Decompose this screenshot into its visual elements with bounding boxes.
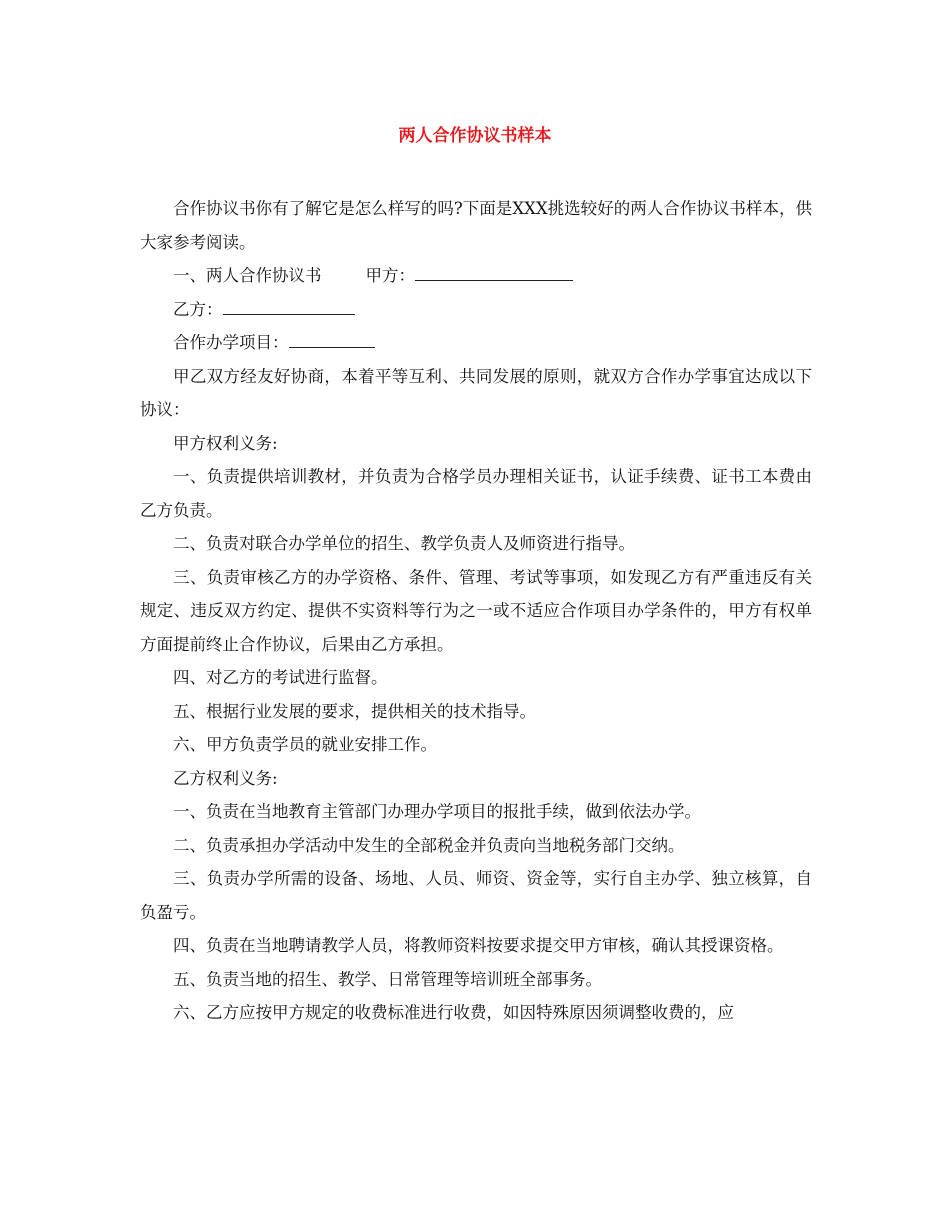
section-heading-line	[140, 259, 812, 293]
party-a-label: 甲方：	[365, 266, 415, 285]
party-b-line	[140, 293, 812, 327]
party-b-blank-line	[223, 296, 355, 315]
party-b-label: 乙方：	[173, 299, 223, 319]
intro-paragraph: 合作协议书你有了解它是怎么样写的吗?下面是XXX挑选较好的两人合作协议书样本，供大家参考阅读。	[140, 199, 812, 252]
section-heading: 一、两人合作协议书	[173, 266, 322, 285]
party-b-duties-heading: 乙方权利义务:	[173, 768, 278, 788]
party-b-duty-item: 三、负责办学所需的设备、场地、人员、师资、资金等，实行自主办学、独立核算，自负盈亏。	[140, 869, 812, 922]
party-a-blank-line	[415, 262, 573, 281]
project-label: 合作办学项目：	[173, 333, 289, 352]
party-b-duty-item: 六、乙方应按甲方规定的收费标准进行收费，如因特殊原因须调整收费的，应	[173, 1003, 734, 1022]
document-title: 两人合作协议书样本	[398, 126, 552, 146]
party-a-duties-heading: 甲方权利义务:	[173, 433, 278, 453]
party-a-duty-item: 六、甲方负责学员的就业安排工作。	[173, 735, 437, 754]
document-body	[140, 192, 812, 1030]
party-b-duty-item: 五、负责当地的招生、教学、日常管理等培训班全部事务。	[173, 969, 602, 989]
party-b-duty-item: 四、负责在当地聘请教学人员，将教师资料按要求提交甲方审核，确认其授课资格。	[173, 936, 784, 955]
party-b-duty-item: 一、负责在当地教育主管部门办理办学项目的报批手续，做到依法办学。	[173, 802, 701, 821]
party-a-duty-item: 四、对乙方的考试进行监督。	[173, 668, 388, 687]
preamble-paragraph: 甲乙双方经友好协商，本着平等互利、共同发展的原则，就双方合作办学事宜达成以下协议：	[140, 366, 812, 419]
party-a-duty-item: 五、根据行业发展的要求，提供相关的技术指导。	[173, 701, 536, 721]
project-line	[140, 326, 812, 360]
project-blank-line	[289, 329, 375, 348]
party-b-duty-item: 二、负责承担办学活动中发生的全部税金并负责向当地税务部门交纳。	[173, 835, 685, 855]
party-a-duty-item: 二、负责对联合办学单位的招生、教学负责人及师资进行指导。	[173, 534, 635, 553]
party-a-duty-item: 三、负责审核乙方的办学资格、条件、管理、考试等事项，如发现乙方有严重违反有关规定、违反双方约定、提供不实资料等行为之一或不适应合作项目办学条件的，甲方有权单方面提前终止合作协议，后果由乙方承担。	[140, 567, 812, 654]
party-a-duty-item: 一、负责提供培训教材，并负责为合格学员办理相关证书，认证手续费、证书工本费由乙方负责。	[140, 467, 812, 520]
